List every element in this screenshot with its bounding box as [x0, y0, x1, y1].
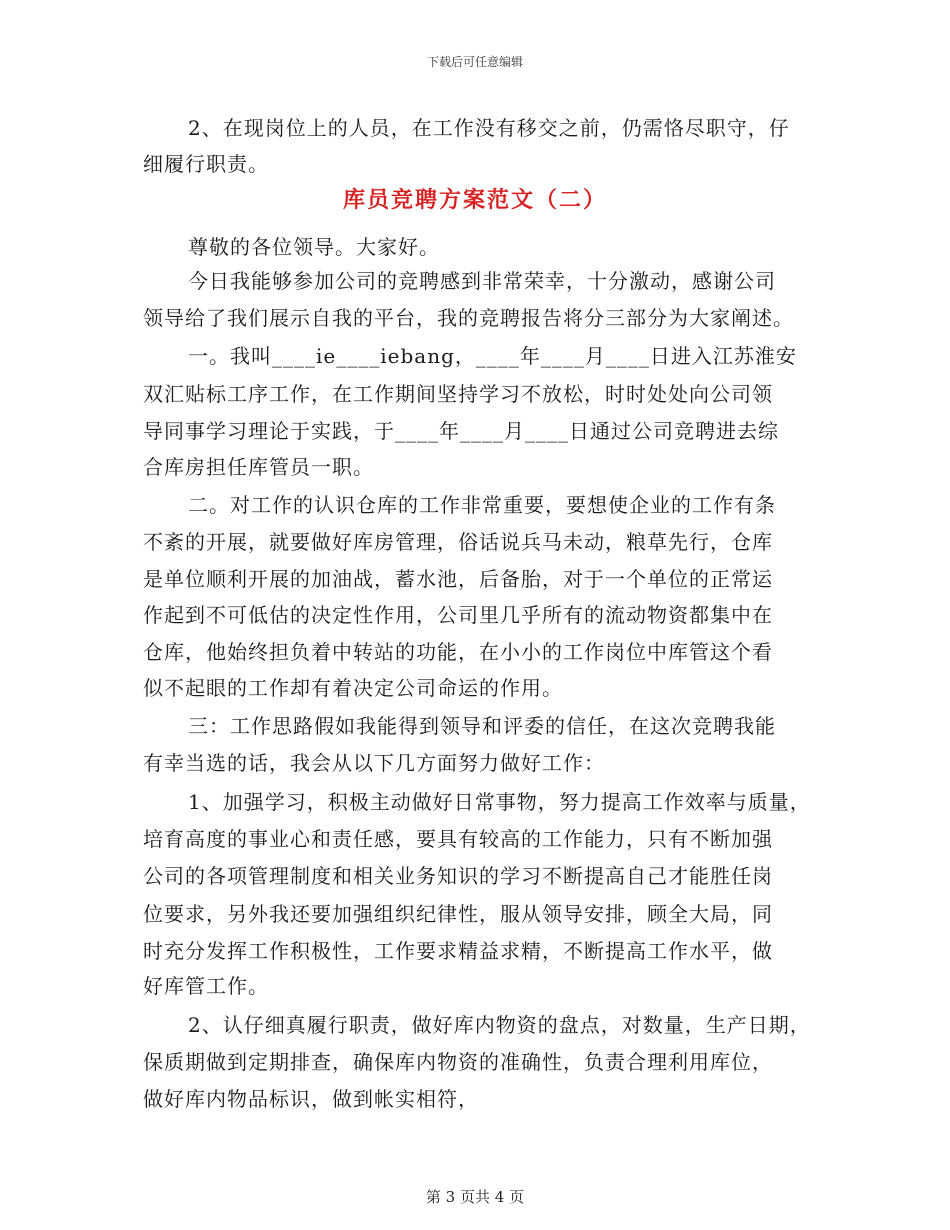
- body-line: 时充分发挥工作积极性，工作要求精益求精，不断提高工作水平，做: [143, 939, 773, 963]
- body-line: 2、在现岗位上的人员，在工作没有移交之前，仍需恪尽职守，仔: [188, 116, 790, 140]
- body-line: 培育高度的事业心和责任感，要具有较高的工作能力，只有不断加强: [143, 827, 773, 851]
- body-line: 是单位顺利开展的加油战，蓄水池，后备胎，对于一个单位的正常运: [143, 567, 773, 591]
- body-line: 二。对工作的认识仓库的工作非常重要，要想使企业的工作有条: [188, 493, 776, 517]
- body-line: 保质期做到定期排查，确保库内物资的准确性，负责合理利用库位，: [143, 1050, 773, 1074]
- body-line: 似不起眼的工作却有着决定公司命运的作用。: [143, 676, 563, 700]
- body-line: 仓库，他始终担负着中转站的功能，在小小的工作岗位中库管这个看: [143, 640, 773, 664]
- body-line: 做好库内物品标识，做到帐实相符，: [143, 1087, 479, 1111]
- page-footer: 第 3 页共 4 页: [425, 1188, 525, 1206]
- body-line: 一。我叫____ie____iebang，____年____月____日进入江苏淮安: [188, 344, 797, 368]
- document-title: 库员竞聘方案范文（二）: [342, 187, 607, 213]
- body-line: 导同事学习理论于实践，于____年____月____日通过公司竞聘进去综: [143, 419, 779, 443]
- body-line: 今日我能够参加公司的竞聘感到非常荣幸，十分激动，感谢公司: [188, 269, 776, 293]
- body-line: 合库房担任库管员一职。: [143, 455, 374, 479]
- body-line: 位要求，另外我还要加强组织纪律性，服从领导安排，顾全大局，同: [143, 902, 773, 926]
- body-line: 三：工作思路假如我能得到领导和评委的信任，在这次竞聘我能: [188, 714, 776, 738]
- body-line: 公司的各项管理制度和相关业务知识的学习不断提高自己才能胜任岗: [143, 864, 773, 888]
- body-line: 有幸当选的话，我会从以下几方面努力做好工作：: [143, 751, 605, 775]
- body-line: 双汇贴标工序工作，在工作期间坚持学习不放松，时时处处向公司领: [143, 382, 773, 406]
- body-line: 作起到不可低估的决定性作用，公司里几乎所有的流动物资都集中在: [143, 603, 773, 627]
- body-line: 不紊的开展，就要做好库房管理，俗话说兵马未动，粮草先行，仓库: [143, 530, 773, 554]
- body-line: 尊敬的各位领导。大家好。: [188, 235, 440, 259]
- body-line: 2、认仔细真履行职责，做好库内物资的盘点，对数量，生产日期，: [188, 1013, 811, 1037]
- body-line: 1、加强学习，积极主动做好日常事物，努力提高工作效率与质量，: [188, 790, 811, 814]
- body-line: 领导给了我们展示自我的平台，我的竞聘报告将分三部分为大家阐述。: [143, 306, 794, 330]
- page-header: 下载后可任意编辑: [426, 55, 523, 69]
- body-line: 细履行职责。: [143, 152, 269, 176]
- body-line: 好库管工作。: [143, 974, 269, 998]
